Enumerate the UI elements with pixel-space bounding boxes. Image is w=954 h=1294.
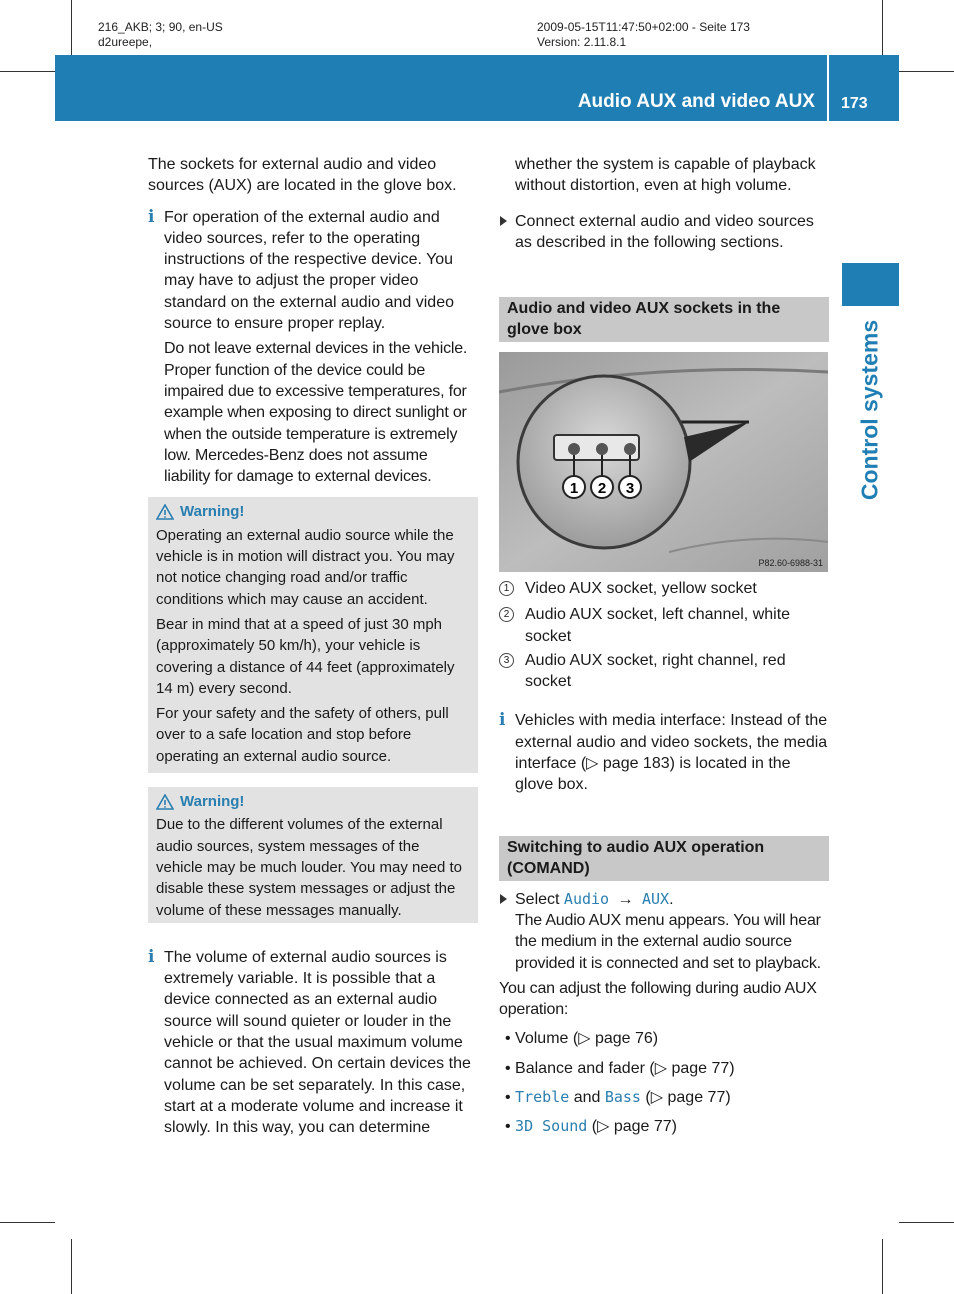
print-meta-right: [537, 20, 750, 50]
step-item: [499, 211, 829, 254]
print-meta-left: [98, 20, 223, 50]
info-icon: i: [499, 710, 506, 731]
warning-heading: [156, 791, 470, 812]
meta-left-line1: 216_AKB; 3; 90, en-US: [98, 20, 223, 34]
page-number: 173: [841, 95, 868, 112]
crop-mark: [882, 1239, 883, 1294]
step-arrow-icon: [500, 216, 507, 226]
step-text: [515, 889, 829, 910]
meta-right-line2: Version: 2.11.8.1: [537, 35, 627, 49]
right-column: [499, 154, 829, 342]
meta-left-line2: d2ureepe,: [98, 35, 153, 49]
step-select-prefix: Select: [515, 890, 560, 908]
photo-callout-label: 1: [569, 480, 579, 497]
glove-box-socket-photo: [499, 352, 828, 572]
warning-paragraph: For your safety and the safety of others, pull over to a safe location and stop before operating an external audio source.: [156, 705, 449, 765]
list-bass: Bass: [604, 1088, 641, 1107]
warning-box: [148, 787, 478, 923]
list-treble-bass-ref: (▷ page 77): [645, 1089, 731, 1107]
info-icon: i: [148, 206, 155, 227]
warning-box: [148, 497, 478, 773]
image-reference-code: P82.60-6988-31: [758, 558, 823, 568]
info-note: [499, 710, 829, 795]
step-result: The Audio AUX menu appears. You will hear the medium in the external audio source provided it is connected and set to playback.: [515, 911, 821, 972]
crop-mark: [71, 0, 72, 55]
list-item: • Treble and Bass (▷ page 77): [505, 1088, 731, 1107]
info-note: [148, 207, 478, 488]
warning-title: Warning!: [180, 503, 245, 521]
section-heading: Audio and video AUX sockets in the glove box: [499, 297, 829, 342]
crop-mark: [899, 71, 954, 72]
legend-text: Video AUX socket, yellow socket: [525, 580, 757, 597]
warning-triangle-icon: [156, 794, 174, 810]
legend-item: [499, 604, 829, 647]
list-balance: Balance and fader (▷ page 77): [515, 1059, 735, 1077]
legend-number: 2: [499, 607, 514, 622]
info-icon: i: [148, 946, 155, 967]
page-title: Audio AUX and video AUX: [577, 91, 815, 112]
warning-title: Warning!: [180, 793, 245, 811]
crop-mark: [899, 1222, 954, 1223]
info-paragraph: Do not leave external devices in the vehicle. Proper function of the device could be impaired due to excessive temperatures, for example when exposing to direct sunlight or when the outside temperature is extremely low. Mercedes-Benz does not assume liability for damage to external devices.: [164, 340, 468, 486]
side-tab-label: Control systems: [856, 319, 883, 501]
adjust-intro: You can adjust the following during audio AUX operation:: [499, 979, 817, 1019]
legend-text: Audio AUX socket, left channel, white socket: [525, 606, 791, 645]
intro-paragraph: The sockets for external audio and video sources (AUX) are located in the glove box.: [148, 156, 457, 195]
list-3d-sound-ref: (▷ page 77): [591, 1118, 677, 1136]
left-column: [148, 154, 478, 1138]
legend-number: 1: [499, 581, 514, 596]
info-note: [148, 947, 478, 1139]
meta-right-line1: 2009-05-15T11:47:50+02:00 - Seite 173: [537, 20, 750, 34]
list-3d-sound: 3D Sound: [515, 1117, 588, 1136]
legend-number: 3: [499, 653, 514, 668]
warning-paragraph: Due to the different volumes of the external audio sources, system messages of the vehicle may be much louder. You may need to disable these system messages or adjust the volume of these messages manually.: [156, 816, 463, 919]
list-item: • Volume (▷ page 76): [505, 1030, 659, 1048]
warning-triangle-icon: [156, 504, 174, 520]
header-bar: [55, 55, 899, 121]
header-divider: [827, 55, 829, 121]
warning-paragraph: Bear in mind that at a speed of just 30 mph (approximately 50 km/h), your vehicle is covering a distance of 44 feet (approximately 14 m) every second.: [156, 615, 455, 697]
legend-text: Audio AUX socket, right channel, red socket: [525, 651, 786, 691]
info-paragraph: For operation of the external audio and video sources, refer to the operating instructions of the respective device. You may have to adjust the proper video standard on the external audio and video source to ensure proper replay.: [164, 208, 454, 333]
list-item: • Balance and fader (▷ page 77): [505, 1059, 735, 1077]
crop-mark: [0, 71, 55, 72]
list-volume: Volume (▷ page 76): [515, 1030, 659, 1048]
warning-heading: [156, 501, 470, 522]
info-paragraph: The volume of external audio sources is extremely variable. It is possible that a device connected as an external audio source will sound quieter or louder in the vehicle or that the usual maximum volume cannot be achieved. On certain devices the volume can be set separately. In this case, start at a moderate volume and increase it slowly. In this way, you can determine: [164, 948, 471, 1137]
step-select-suffix: .: [669, 890, 674, 908]
arrow-separator: →: [617, 890, 634, 908]
step-item: [499, 889, 829, 974]
right-column-lower: [499, 578, 829, 1138]
info-paragraph: Vehicles with media interface: Instead of the external audio and video sockets, the media interface (▷ page 183) is located in the glove box.: [515, 712, 828, 794]
section-heading: Switching to audio AUX operation (COMAND): [499, 836, 829, 881]
list-and: and: [573, 1089, 601, 1107]
side-tab: [842, 263, 899, 306]
legend-item: [499, 650, 829, 693]
crop-mark: [71, 1239, 72, 1294]
step-text: Connect external audio and video sources as described in the following sections.: [515, 212, 814, 251]
crop-mark: [0, 1222, 55, 1223]
list-treble: Treble: [515, 1088, 570, 1107]
step-arrow-icon: [500, 894, 507, 904]
list-item: • 3D Sound (▷ page 77): [505, 1117, 677, 1136]
menu-aux: AUX: [641, 889, 670, 908]
photo-callout-label: 3: [625, 480, 635, 497]
warning-paragraph: Operating an external audio source while the vehicle is in motion will distract you. You may not notice changing road and/or traffic conditions which may cause an accident.: [156, 526, 455, 608]
photo-callout-label: 2: [597, 480, 607, 497]
crop-mark: [882, 0, 883, 55]
legend-item: [499, 578, 829, 599]
continued-paragraph: whether the system is capable of playback without distortion, even at high volume.: [515, 156, 816, 195]
menu-audio: Audio: [563, 889, 610, 908]
